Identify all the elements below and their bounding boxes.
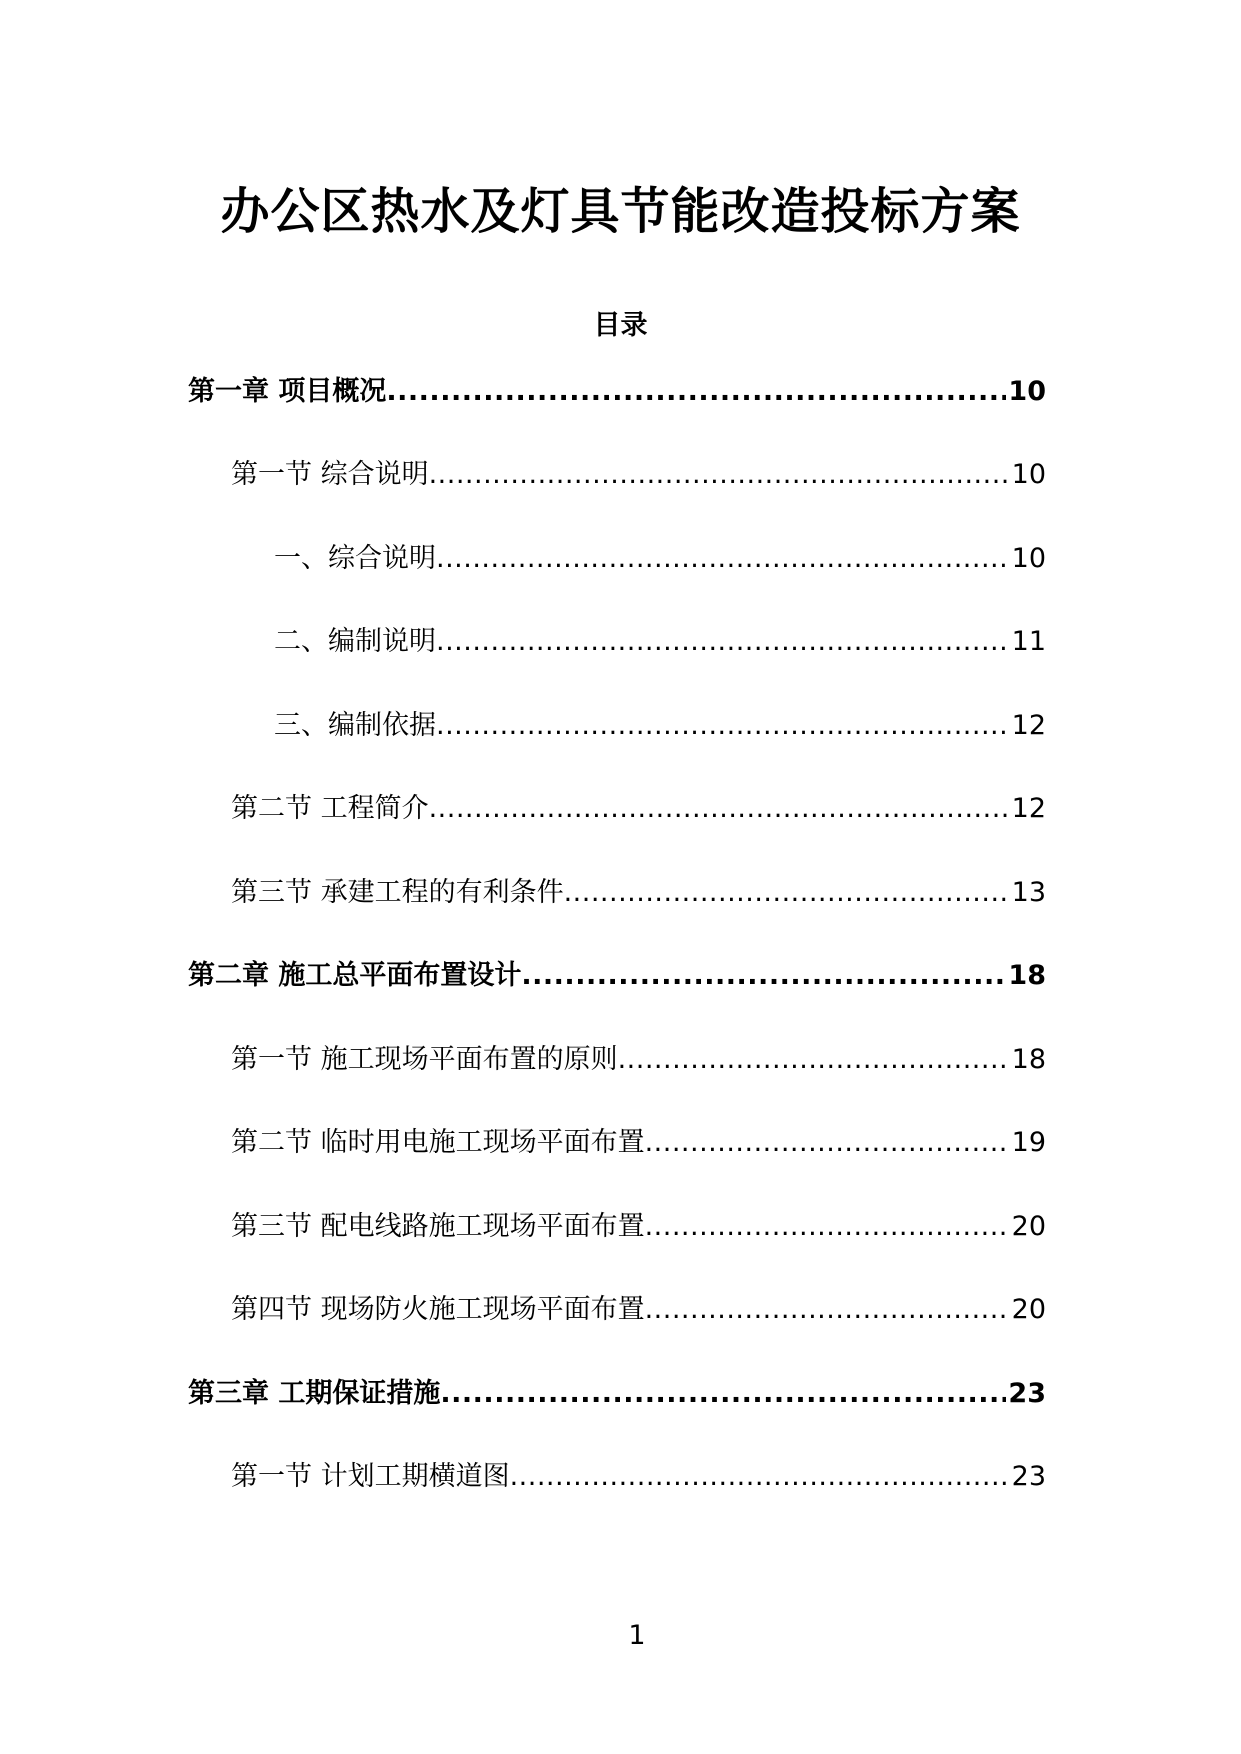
- toc-entry-page: 20: [1011, 1211, 1046, 1242]
- toc-entry-page: 12: [1011, 793, 1046, 824]
- toc-entry-page: 10: [1011, 543, 1046, 574]
- page-title: 办公区热水及灯具节能改造投标方案: [220, 183, 1021, 240]
- toc-entry[interactable]: [231, 1040, 1046, 1080]
- toc-leader-dots: [386, 372, 1006, 412]
- toc-entry-label: 第三章 工期保证措施: [188, 1378, 441, 1409]
- toc-leader-dots: [521, 956, 1006, 996]
- toc-leader-dots: [436, 706, 1010, 746]
- toc-entry-label: 第一节 施工现场平面布置的原则: [231, 1044, 618, 1075]
- toc-entry[interactable]: [231, 1290, 1046, 1330]
- toc-entry[interactable]: [231, 1123, 1046, 1163]
- toc-entry-label: 第二节 临时用电施工现场平面布置: [231, 1127, 645, 1158]
- toc-entry-page: 12: [1011, 710, 1046, 741]
- toc-entry-page: 23: [1011, 1461, 1046, 1492]
- toc-entry-label: 三、编制依据: [274, 710, 436, 741]
- toc-leader-dots: [429, 455, 1010, 495]
- toc-entry[interactable]: [188, 956, 1046, 996]
- toc-entry-page: 18: [1008, 960, 1046, 991]
- toc-leader-dots: [645, 1207, 1010, 1247]
- toc-entry-label: 第一节 综合说明: [231, 459, 429, 490]
- toc-entry-label: 第四节 现场防火施工现场平面布置: [231, 1294, 645, 1325]
- toc-leader-dots: [510, 1457, 1010, 1497]
- toc-entry-label: 第二章 施工总平面布置设计: [188, 960, 522, 991]
- page-number: 1: [628, 1620, 646, 1651]
- toc-entry[interactable]: [231, 455, 1046, 495]
- toc-entry-page: 10: [1011, 459, 1046, 490]
- toc-entry-page: 20: [1011, 1294, 1046, 1325]
- toc-entry[interactable]: [231, 1207, 1046, 1247]
- toc-entry[interactable]: [231, 1457, 1046, 1497]
- toc-entry-label: 第三节 承建工程的有利条件: [231, 877, 564, 908]
- toc-entry[interactable]: [188, 1374, 1046, 1414]
- toc-heading: 目录: [593, 310, 648, 341]
- toc-entry-label: 第二节 工程简介: [231, 793, 429, 824]
- toc-entry-label: 第三节 配电线路施工现场平面布置: [231, 1211, 645, 1242]
- toc-leader-dots: [429, 789, 1010, 829]
- toc-entry-label: 第一章 项目概况: [188, 376, 387, 407]
- toc-entry[interactable]: [274, 622, 1046, 662]
- toc-leader-dots: [436, 539, 1010, 579]
- toc-entry-label: 一、综合说明: [274, 543, 436, 574]
- toc-entry[interactable]: [274, 539, 1046, 579]
- toc-entry-page: 10: [1008, 376, 1046, 407]
- toc-entry-label: 二、编制说明: [274, 626, 436, 657]
- toc-entry[interactable]: [188, 372, 1046, 412]
- toc-leader-dots: [645, 1290, 1010, 1330]
- toc-entry-label: 第一节 计划工期横道图: [231, 1461, 510, 1492]
- toc-entry-page: 11: [1011, 626, 1046, 657]
- toc-entry-page: 23: [1008, 1378, 1046, 1409]
- toc-leader-dots: [645, 1123, 1010, 1163]
- toc-entry[interactable]: [231, 789, 1046, 829]
- toc-entry[interactable]: [274, 706, 1046, 746]
- toc-leader-dots: [564, 873, 1010, 913]
- toc-entry[interactable]: [231, 873, 1046, 913]
- toc-leader-dots: [436, 622, 1010, 662]
- toc-leader-dots: [440, 1374, 1006, 1414]
- toc-leader-dots: [618, 1040, 1010, 1080]
- toc-entry-page: 18: [1011, 1044, 1046, 1075]
- toc-entry-page: 19: [1011, 1127, 1046, 1158]
- toc-entry-page: 13: [1011, 877, 1046, 908]
